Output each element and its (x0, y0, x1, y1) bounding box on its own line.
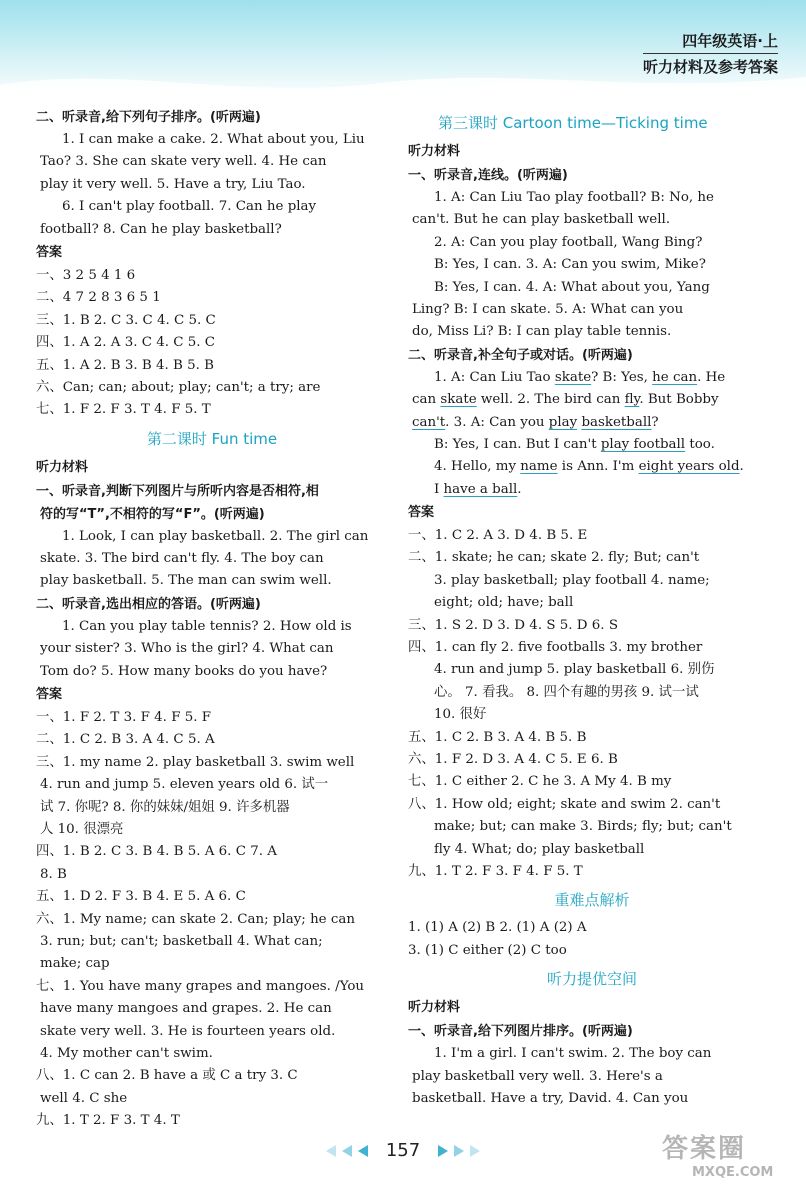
text-line: play basketball. 5. The man can swim well. (40, 573, 332, 589)
answer-line: 一、1. F 2. T 3. F 4. F 5. F (36, 710, 212, 726)
filled-blank: skate (440, 392, 477, 408)
text-fragment: . He (697, 369, 726, 385)
answer-line: 二、4 7 2 8 3 6 5 1 (36, 290, 161, 306)
page-header (643, 30, 778, 77)
text-line: 1. Look, I can play basketball. 2. The girl can (62, 528, 369, 544)
question-heading: 二、听录音,给下列句子排序。(听两遍) (36, 110, 261, 125)
text-line: 1. Can you play table tennis? 2. How old is (62, 618, 352, 634)
question-heading: 二、听录音,选出相应的答语。(听两遍) (36, 596, 261, 612)
text-fragment: 1. A: Can Liu Tao (434, 369, 555, 385)
page-number: 157 (385, 1140, 421, 1161)
text-line: B: Yes, I can. 3. A: Can you swim, Mike? (434, 257, 706, 273)
filled-blank: name (520, 459, 558, 475)
text-line (408, 456, 776, 478)
answer-line: 人 10. 很漂亮 (40, 821, 124, 837)
text-line: do, Miss Li? B: I can play table tennis. (412, 324, 672, 340)
text-line (408, 434, 776, 456)
answer-line: 八、1. How old; eight; skate and swim 2. can't (408, 796, 721, 812)
answers-label: 答案 (408, 505, 435, 521)
filled-blank: he can (652, 369, 698, 385)
answer-line: 3. (1) C either (2) C too (408, 942, 567, 958)
text-fragment: I (434, 481, 444, 497)
answer-line: fly 4. What; do; play basketball (434, 841, 645, 857)
answer-line: make; cap (40, 956, 110, 972)
header-book-title: 四年级英语·上 (643, 30, 778, 54)
answer-line: skate very well. 3. He is fourteen years old. (40, 1023, 336, 1039)
answer-line: 六、Can; can; about; play; can't; a try; are (36, 379, 321, 395)
filled-blank: eight years old (638, 459, 740, 475)
watermark-logo-text: 答案圈 (662, 1134, 747, 1164)
answer-line: 心。 7. 看我。 8. 四个有趣的男孩 9. 试一试 (434, 684, 699, 700)
text-line: Tom do? 5. How many books do you have? (40, 663, 328, 679)
answer-line: 七、1. F 2. F 3. T 4. F 5. T (36, 402, 211, 418)
answer-line: 六、1. My name; can skate 2. Can; play; he can (36, 911, 355, 927)
answer-line: 三、1. B 2. C 3. C 4. C 5. C (36, 312, 216, 328)
text-fragment: is Ann. I'm (557, 459, 639, 475)
answer-line: 七、1. You have many grapes and mangoes. /You (36, 978, 365, 994)
answer-line: make; but; can make 3. Birds; fly; but; can't (434, 819, 732, 835)
text-line (408, 367, 776, 389)
answer-line: 四、1. B 2. C 3. B 4. B 5. A 6. C 7. A (36, 844, 277, 860)
text-fragment: . (739, 459, 744, 475)
lesson-title: 第三课时 Cartoon time—Ticking time (438, 114, 708, 132)
answer-line: 四、1. A 2. A 3. C 4. C 5. C (36, 335, 216, 351)
answers-label: 答案 (36, 687, 63, 703)
text-line: Tao? 3. She can skate very well. 4. He can (40, 154, 327, 170)
text-line (408, 389, 776, 411)
filled-blank: play (548, 414, 578, 430)
answer-line: 8. B (40, 866, 67, 882)
right-column (408, 106, 776, 1110)
answer-line: 试 7. 你呢? 8. 你的妹妹/姐姐 9. 许多机器 (40, 799, 290, 815)
listening-material-label: 听力材料 (408, 1000, 461, 1016)
text-fragment: . 3. A: Can you (445, 414, 549, 430)
text-line: play it very well. 5. Have a try, Liu Tao. (40, 176, 306, 192)
text-fragment: . But Bobby (639, 392, 719, 408)
listening-material-label: 听力材料 (36, 459, 89, 475)
text-line: 2. A: Can you play football, Wang Bing? (434, 234, 703, 250)
answer-line: 八、1. C can 2. B have a 或 C a try 3. C (36, 1068, 298, 1084)
text-line: football? 8. Can he play basketball? (40, 221, 282, 237)
text-line: basketball. Have a try, David. 4. Can you (412, 1090, 689, 1106)
answer-line: 10. 很好 (434, 707, 487, 723)
prev-arrows-icon (322, 1143, 378, 1159)
header-section-title: 听力材料及参考答案 (642, 58, 778, 76)
text-line: play basketball very well. 3. Here's a (412, 1068, 663, 1084)
text-line: 1. A: Can Liu Tao play football? B: No, he (434, 190, 714, 205)
answer-line: 3. play basketball; play football 4. name; (434, 572, 710, 588)
text-line (408, 412, 776, 434)
answer-line: 九、1. T 2. F 3. F 4. F 5. T (408, 863, 583, 879)
answer-line: 一、3 2 5 4 1 6 (36, 267, 136, 283)
text-line: your sister? 3. Who is the girl? 4. What can (40, 641, 334, 657)
answer-line: 4. run and jump 5. play basketball 6. 别伤 (434, 662, 715, 678)
section-title: 听力提优空间 (546, 970, 637, 989)
text-fragment: 4. Hello, my (434, 459, 521, 475)
answer-line: 1. (1) A (2) B 2. (1) A (2) A (408, 920, 587, 936)
text-line: 6. I can't play football. 7. Can he play (62, 199, 317, 215)
filled-blank: basketball (581, 414, 652, 430)
filled-blank: fly (624, 392, 640, 408)
question-heading: 二、听录音,补全句子或对话。(听两遍) (408, 347, 633, 363)
answer-line: 4. run and jump 5. eleven years old 6. 试一 (40, 777, 329, 793)
answer-line: 四、1. can fly 2. five footballs 3. my brother (408, 640, 703, 656)
answer-line: 九、1. T 2. F 3. T 4. T (36, 1113, 180, 1129)
next-arrows-icon (428, 1143, 484, 1159)
answers-label: 答案 (36, 244, 63, 260)
text-fragment: ? (651, 414, 659, 430)
answer-line: 三、1. my name 2. play basketball 3. swim well (36, 754, 355, 770)
text-fragment: . (517, 481, 522, 497)
filled-blank: skate (554, 369, 592, 385)
answer-line: 3. run; but; can't; basketball 4. What can; (40, 933, 323, 949)
answer-line: 4. My mother can't swim. (40, 1045, 213, 1061)
filled-blank: have a ball (443, 481, 518, 497)
text-fragment: too. (685, 436, 715, 452)
section-title: 重难点解析 (554, 891, 630, 910)
answer-line: 五、1. D 2. F 3. B 4. E 5. A 6. C (36, 889, 246, 905)
answer-line: 二、1. skate; he can; skate 2. fly; But; can't (408, 550, 700, 566)
answer-line: 一、1. C 2. A 3. D 4. B 5. E (408, 528, 588, 544)
text-fragment: well. 2. The bird can (476, 392, 625, 408)
answer-line: 三、1. S 2. D 3. D 4. S 5. D 6. S (408, 617, 618, 633)
watermark-url: MXQE.COM (692, 1165, 774, 1180)
listening-material-label: 听力材料 (408, 144, 461, 159)
answer-line: 六、1. F 2. D 3. A 4. C 5. E 6. B (408, 751, 618, 767)
text-line (408, 479, 776, 501)
text-line: B: Yes, I can. 4. A: What about you, Yang (434, 279, 710, 295)
text-line: 1. I can make a cake. 2. What about you, Liu (62, 132, 365, 147)
text-fragment: can (412, 392, 441, 408)
text-line: can't. But he can play basketball well. (412, 212, 671, 228)
answer-line: 七、1. C either 2. C he 3. A My 4. B my (408, 774, 672, 790)
question-heading: 一、听录音,判断下列图片与所听内容是否相符,相 (36, 483, 319, 499)
site-watermark (662, 1128, 792, 1192)
question-heading: 一、听录音,连线。(听两遍) (408, 168, 568, 183)
text-fragment: B: Yes, I can. But I can't (434, 436, 601, 452)
lesson-title: 第二课时 Fun time (146, 429, 278, 448)
left-column (36, 106, 388, 1132)
filled-blank: play football (600, 436, 686, 452)
answer-line: 五、1. C 2. B 3. A 4. B 5. B (408, 729, 587, 745)
answer-line: 五、1. A 2. B 3. B 4. B 5. B (36, 357, 215, 373)
text-line: Ling? B: I can skate. 5. A: What can you (412, 301, 684, 317)
answer-line: well 4. C she (40, 1090, 128, 1106)
question-heading: 一、听录音,给下列图片排序。(听两遍) (408, 1024, 633, 1040)
answer-line: have many mangoes and grapes. 2. He can (40, 1001, 332, 1017)
answer-line: eight; old; have; ball (434, 595, 574, 611)
answer-line: 二、1. C 2. B 3. A 4. C 5. A (36, 732, 215, 748)
text-line: skate. 3. The bird can't fly. 4. The boy can (40, 551, 324, 567)
text-line: 1. I'm a girl. I can't swim. 2. The boy can (434, 1046, 712, 1062)
question-heading: 符的写“T”,不相符的写“F”。(听两遍) (40, 506, 265, 522)
filled-blank: can't (412, 414, 446, 430)
text-fragment: ? B: Yes, (591, 369, 653, 385)
